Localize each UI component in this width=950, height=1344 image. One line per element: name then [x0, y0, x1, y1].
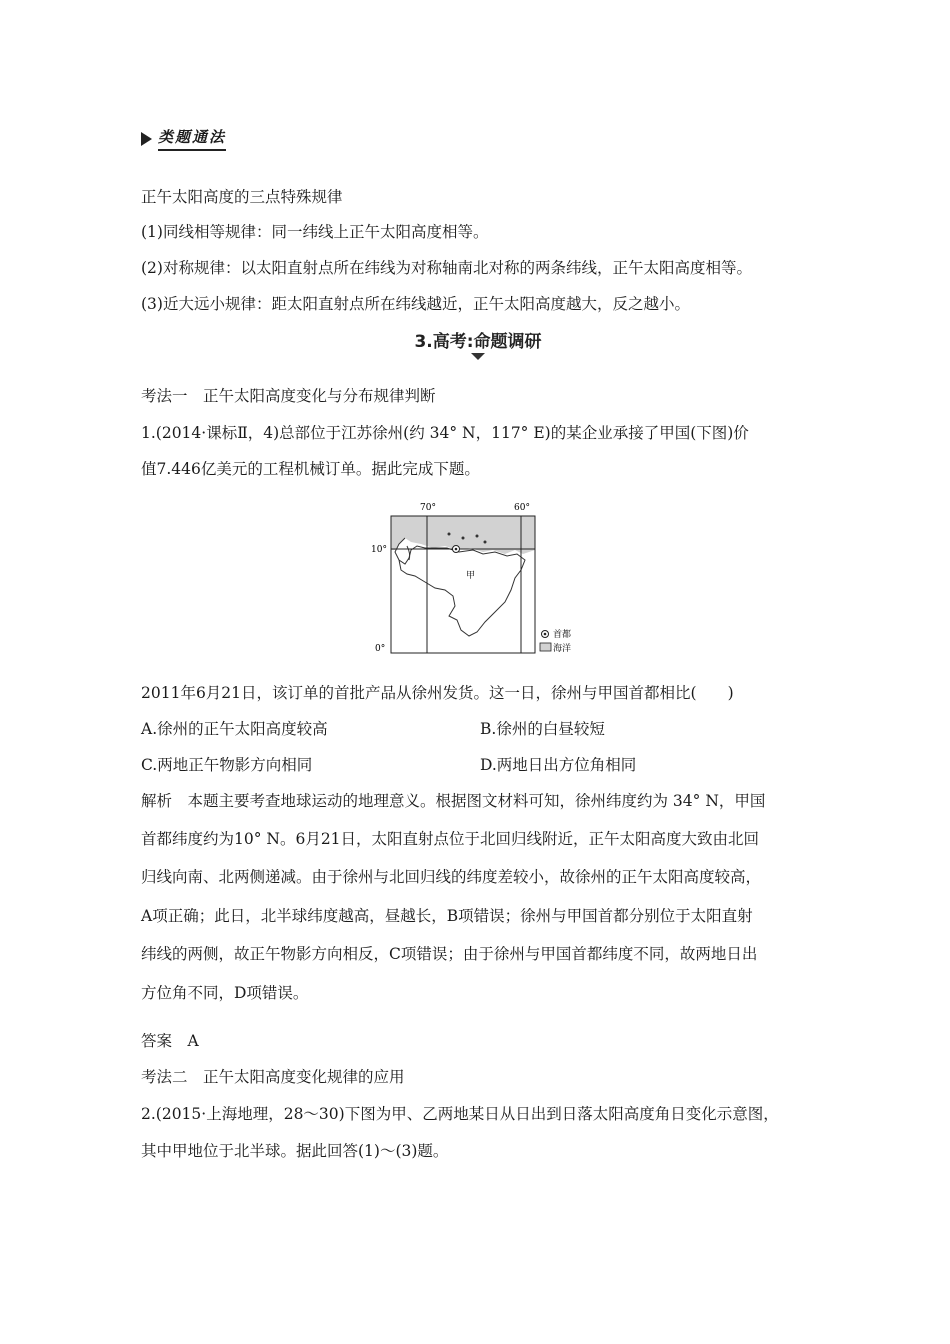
answer: 答案 A — [141, 1032, 199, 1050]
rule-2: (2)对称规律：以太阳直射点所在纬线为对称轴南北对称的两条纬线，正午太阳高度相等。 — [141, 259, 752, 277]
island-dot — [448, 533, 451, 536]
analysis-line: 首都纬度约为10° N。6月21日，太阳直射点位于北回归线附近，正午太阳高度大致由北回 — [141, 830, 760, 848]
triangle-marker-icon — [141, 132, 152, 146]
lat-top-label: 10° — [371, 545, 387, 555]
lon-right-label: 60° — [514, 503, 530, 513]
question2-line1: 2.(2015·上海地理，28～30)下图为甲、乙两地某日从日出到日落太阳高度角日变化示意图， — [141, 1105, 779, 1123]
section-heading — [141, 126, 226, 151]
analysis-line: 解析 本题主要考查地球运动的地理意义。根据图文材料可知，徐州纬度约为 34° N，甲国 — [141, 792, 766, 810]
island-dot — [462, 537, 465, 540]
question1-line1: 1.(2014·课标Ⅱ，4)总部位于江苏徐州(约 34° N，117° E)的某企业承接了甲国(下图)价 — [141, 424, 749, 442]
legend-ocean-label: 海洋 — [553, 644, 572, 654]
exam-banner — [398, 327, 558, 360]
analysis-line: 纬线的两侧，故正午物影方向相反，C项错误；由于徐州与甲国首都纬度不同，故两地日出 — [141, 945, 758, 963]
method2-title: 考法二 正午太阳高度变化规律的应用 — [141, 1068, 405, 1086]
island-dot — [476, 535, 479, 538]
analysis-line: 归线向南、北两侧递减。由于徐州与北回归线的纬度差较小，故徐州的正午太阳高度较高， — [141, 868, 762, 886]
legend-capital-label: 首都 — [553, 630, 572, 640]
method1-title: 考法一 正午太阳高度变化与分布规律判断 — [141, 387, 436, 405]
rule-3: (3)近大远小规律：距太阳直射点所在纬线越近，正午太阳高度越大，反之越小。 — [141, 295, 690, 313]
rules-title: 正午太阳高度的三点特殊规律 — [141, 188, 343, 206]
lake-outline — [407, 546, 410, 560]
question2-line2: 其中甲地位于北半球。据此回答(1)～(3)题。 — [141, 1142, 449, 1160]
exam-banner-text: 3.高考:命题调研 — [414, 332, 542, 352]
country-map — [365, 498, 595, 663]
analysis-line: 方位角不同，D项错误。 — [141, 984, 309, 1002]
lon-left-label: 70° — [420, 503, 436, 513]
ocean-area — [391, 516, 535, 554]
section-heading-text: 类题通法 — [158, 126, 226, 151]
option-a: A.徐州的正午太阳高度较高 — [141, 720, 328, 738]
legend-ocean-swatch — [540, 643, 551, 651]
map-figure — [365, 498, 595, 663]
option-c: C.两地正午物影方向相同 — [141, 756, 313, 774]
capital-marker-dot — [455, 548, 458, 551]
option-d: D.两地日出方位角相同 — [480, 756, 637, 774]
legend-capital-dot — [544, 633, 547, 636]
option-b: B.徐州的白昼较短 — [480, 720, 605, 738]
down-arrow-icon — [471, 353, 485, 360]
country-label: 甲 — [466, 571, 476, 581]
rule-1: (1)同线相等规律：同一纬线上正午太阳高度相等。 — [141, 223, 489, 241]
question1-stem: 2011年6月21日，该订单的首批产品从徐州发货。这一日，徐州与甲国首都相比( ) — [141, 684, 734, 702]
question1-line2: 值7.446亿美元的工程机械订单。据此完成下题。 — [141, 460, 480, 478]
analysis-line: A项正确；此日，北半球纬度越高，昼越长，B项错误；徐州与甲国首都分别位于太阳直射 — [141, 907, 753, 925]
lat-bottom-label: 0° — [375, 644, 386, 654]
island-dot — [484, 541, 487, 544]
